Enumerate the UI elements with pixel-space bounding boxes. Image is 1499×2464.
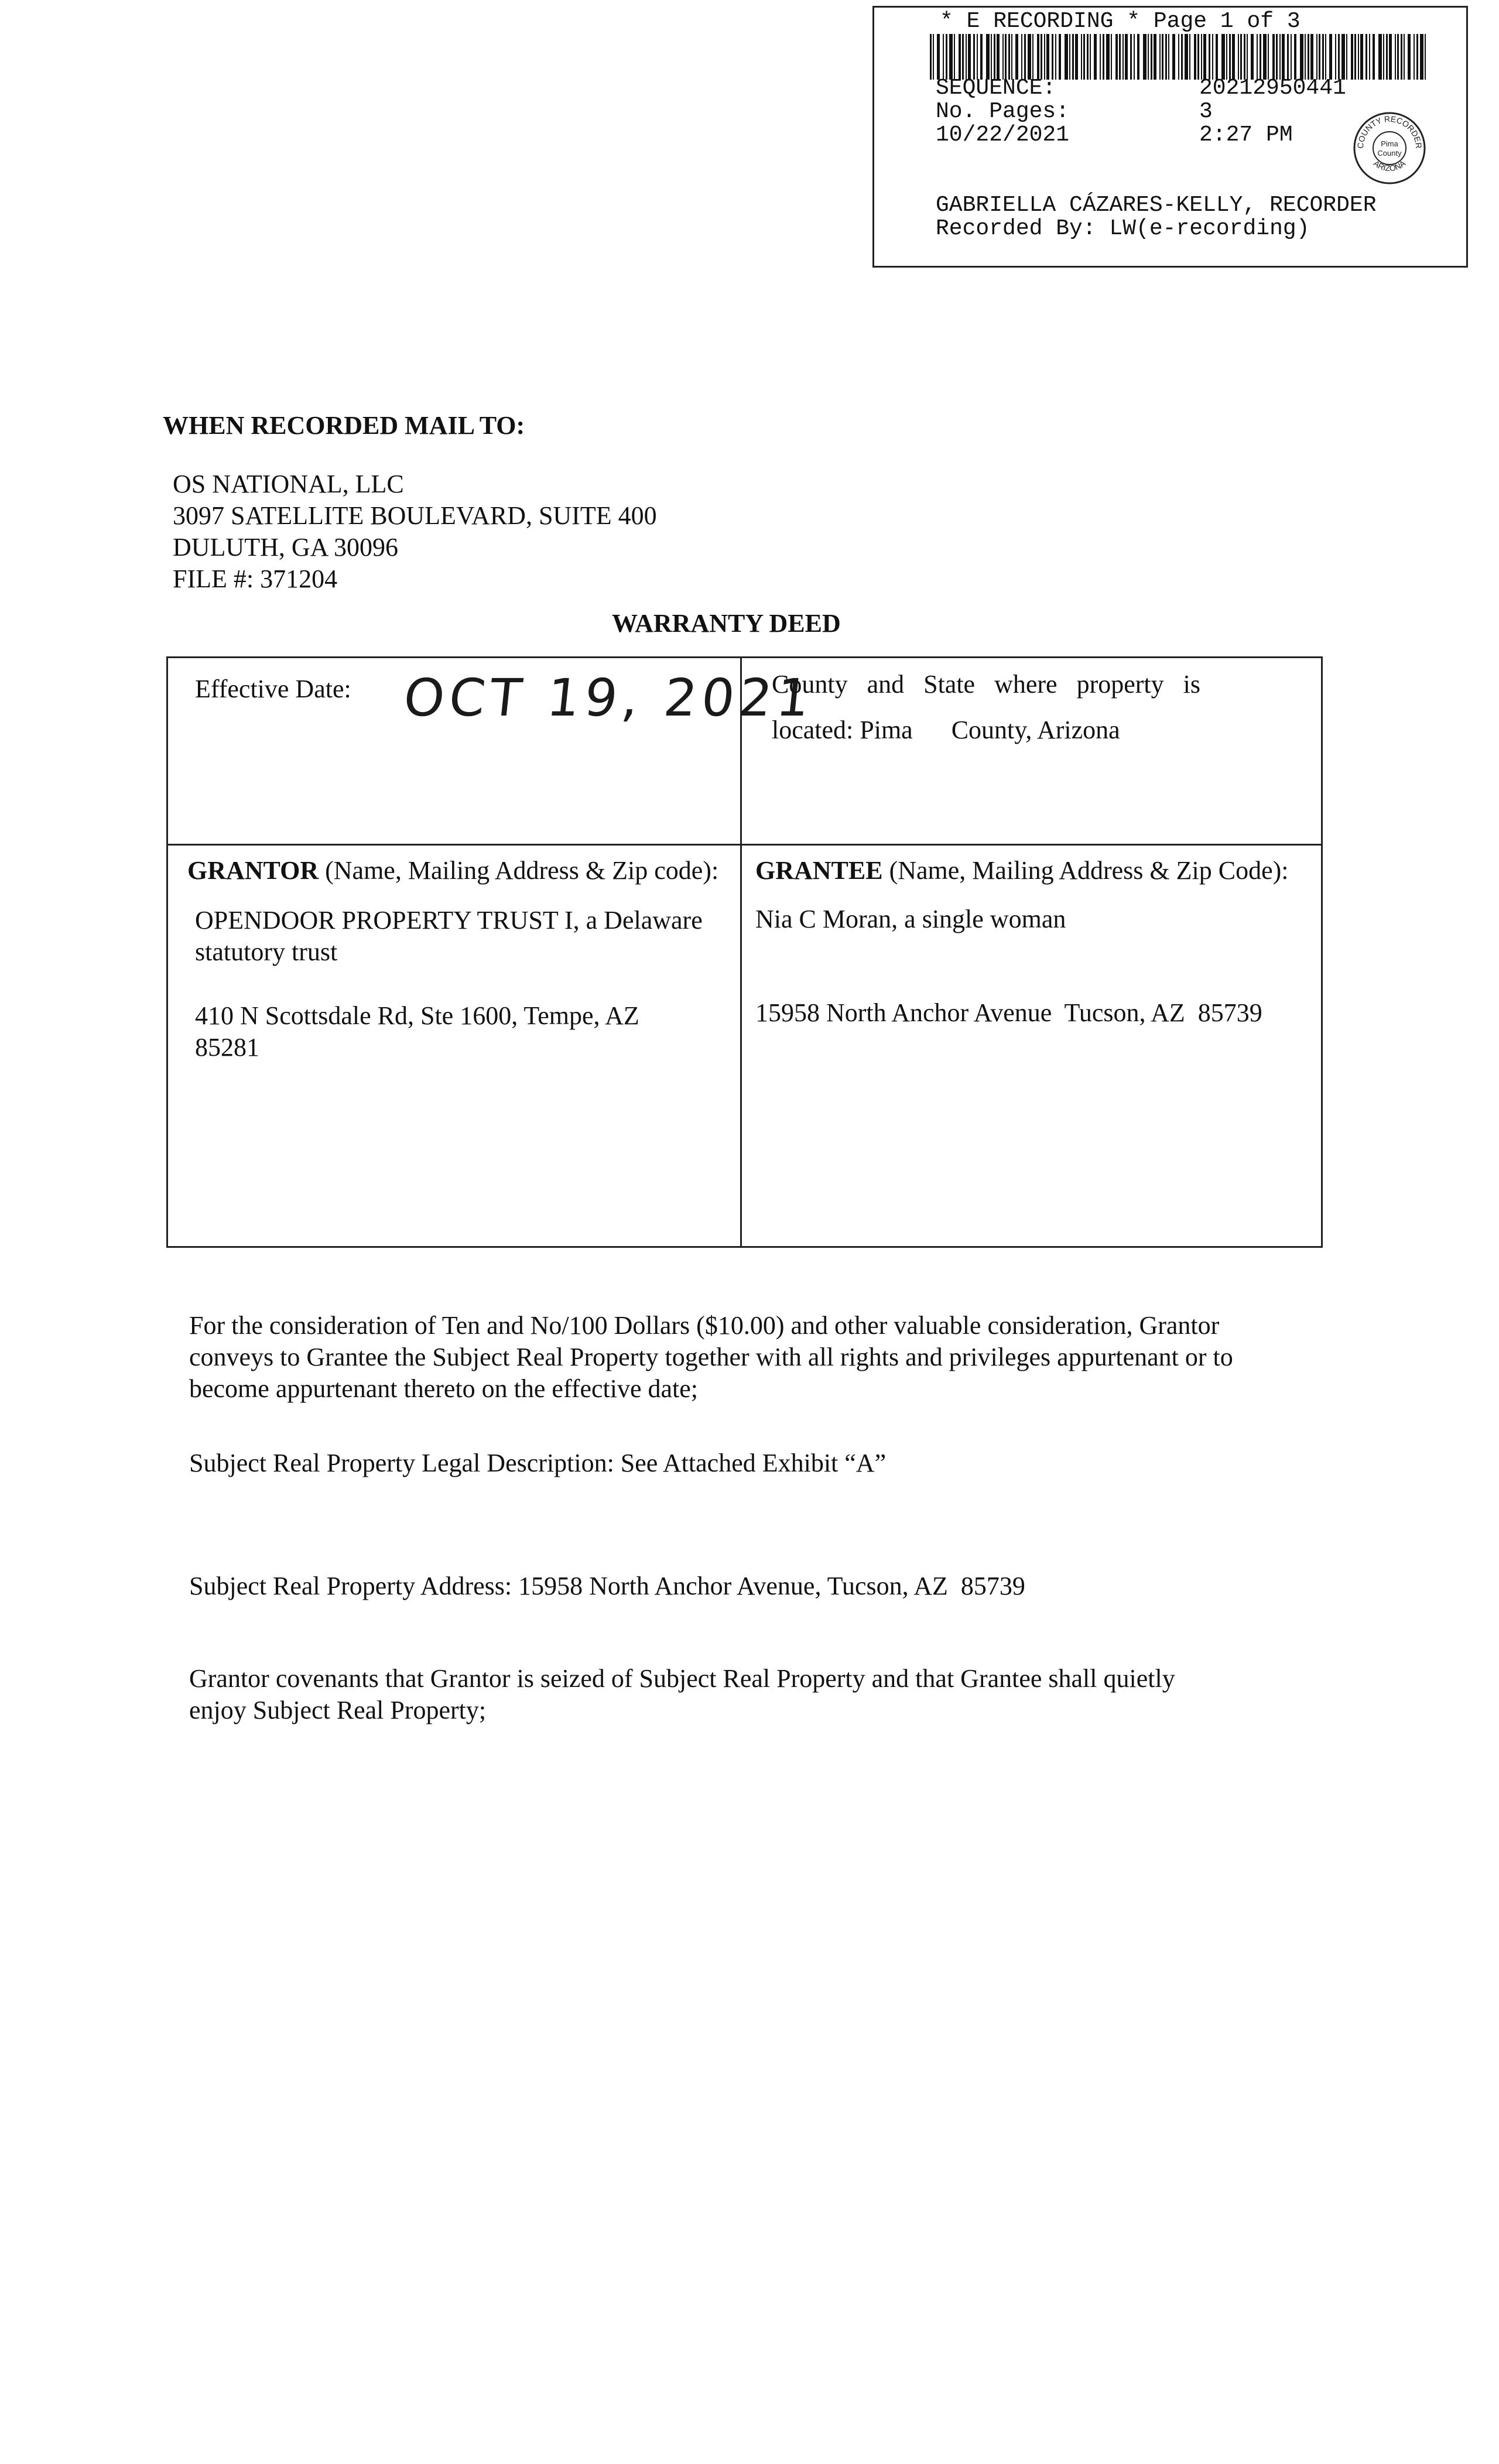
- barcode-bar: [962, 34, 964, 80]
- barcode-bar: [1032, 34, 1033, 80]
- barcode-bar: [943, 34, 944, 80]
- sequence-label: SEQUENCE:: [936, 76, 1056, 101]
- barcode-bar: [1115, 34, 1118, 80]
- barcode-bar: [1065, 34, 1068, 80]
- barcode-bar: [1100, 34, 1101, 80]
- barcode-bar: [1305, 34, 1306, 80]
- barcode-bar: [1325, 34, 1326, 80]
- barcode-bar: [1257, 34, 1258, 80]
- barcode-bar: [1401, 34, 1402, 80]
- grantor-heading-rest: (Name, Mailing Address & Zip code):: [319, 856, 719, 885]
- barcode-bar: [1185, 34, 1188, 80]
- barcode-bar: [1397, 34, 1399, 80]
- barcode-bar: [1404, 34, 1405, 80]
- grantor-heading: [187, 855, 718, 887]
- barcode-bar: [1111, 34, 1112, 80]
- barcode-bar: [980, 34, 983, 80]
- mail-to-line-1: OS NATIONAL, LLC: [173, 470, 404, 498]
- barcode-bar: [1319, 34, 1320, 80]
- barcode-bar: [1282, 34, 1285, 80]
- recording-date: 10/22/2021: [936, 122, 1070, 148]
- barcode-bar: [977, 34, 978, 80]
- barcode-bar: [1075, 34, 1078, 80]
- barcode-bar: [1059, 34, 1061, 80]
- barcode-bar: [1369, 34, 1370, 80]
- barcode-bar: [1416, 34, 1418, 80]
- barcode-bar: [949, 34, 953, 80]
- barcode-bar: [1178, 34, 1179, 80]
- barcode-bar: [1122, 34, 1124, 80]
- barcode-bar: [1294, 34, 1296, 80]
- barcode-bar: [1090, 34, 1091, 80]
- barcode-bar: [1373, 34, 1375, 80]
- recording-time: 2:27 PM: [1199, 122, 1293, 148]
- barcode-bar: [1137, 34, 1139, 80]
- barcode-bar: [1087, 34, 1089, 80]
- barcode-bar: [1287, 34, 1289, 80]
- barcode-bar: [1106, 34, 1110, 80]
- barcode-bar: [1238, 34, 1239, 80]
- barcode-bar: [1037, 34, 1039, 80]
- barcode-bar: [1165, 34, 1167, 80]
- barcode-bar: [1386, 34, 1388, 80]
- mail-to-heading: WHEN RECORDED MAIL TO:: [163, 411, 525, 440]
- barcode-bar: [1291, 34, 1292, 80]
- barcode-bar: [1395, 34, 1396, 80]
- sequence-value: 20212950441: [1199, 76, 1346, 101]
- grantor-name-line1: OPENDOOR PROPERTY TRUST I, a Delaware: [195, 906, 703, 935]
- barcode-bar: [1015, 34, 1018, 80]
- barcode-bar: [1011, 34, 1012, 80]
- consideration-line3: become appurtenant thereto on the effective date;: [189, 1374, 698, 1403]
- consideration-line2: conveys to Grantee the Subject Real Property together with all rights and privileges appurtenant or to: [189, 1343, 1233, 1371]
- barcode-bar: [1130, 34, 1132, 80]
- barcode-bar: [1338, 34, 1340, 80]
- barcode-bar: [1272, 34, 1275, 80]
- effective-date-label: Effective Date:: [195, 675, 351, 703]
- county-state-line2: located: Pima County, Arizona: [772, 716, 1120, 744]
- pages-value: 3: [1199, 99, 1213, 124]
- deed-table: [166, 656, 1323, 1248]
- barcode-bar: [1360, 34, 1363, 80]
- barcode-bar: [1263, 34, 1267, 80]
- barcode-bar: [1260, 34, 1261, 80]
- barcode-bar: [1209, 34, 1210, 80]
- barcode-bar: [1203, 34, 1206, 80]
- barcode-bar: [1351, 34, 1353, 80]
- barcode-bar: [968, 34, 971, 80]
- grantor-address-line1: 410 N Scottsdale Rd, Ste 1600, Tempe, AZ: [195, 1001, 639, 1030]
- barcode-bar: [1346, 34, 1347, 80]
- mail-to-line-3: DULUTH, GA 30096: [173, 533, 398, 562]
- barcode-bar: [994, 34, 995, 80]
- grantee-heading-rest: (Name, Mailing Address & Zip Code):: [882, 856, 1289, 885]
- barcode-bar: [1044, 34, 1045, 80]
- grantor-address-line2: 85281: [195, 1033, 259, 1062]
- effective-date-handwritten: OCT 19, 2021: [401, 668, 817, 728]
- barcode-bar: [1389, 34, 1392, 80]
- barcode-bar: [1358, 34, 1359, 80]
- barcode-bar: [1021, 34, 1022, 80]
- grantor-name-line2: statutory trust: [195, 937, 338, 966]
- barcode-bar: [1322, 34, 1324, 80]
- barcode-bar: [1216, 34, 1218, 80]
- barcode-bar: [1197, 34, 1199, 80]
- legal-description: Subject Real Property Legal Description: See Attached Exhibit “A”: [189, 1449, 887, 1477]
- barcode-bar: [1414, 34, 1415, 80]
- barcode-bar: [1072, 34, 1074, 80]
- grantee-heading: [755, 855, 1289, 887]
- barcode-bar: [1276, 34, 1278, 80]
- barcode-bar: [1354, 34, 1356, 80]
- barcode-bar: [1151, 34, 1152, 80]
- barcode-bar: [1201, 34, 1202, 80]
- barcode-bar: [1028, 34, 1031, 80]
- covenant-line2: enjoy Subject Real Property;: [189, 1696, 487, 1724]
- barcode-bar: [1221, 34, 1225, 80]
- seal-top-text: COUNTY RECORDER: [1355, 114, 1424, 149]
- grantee-heading-bold: GRANTEE: [755, 856, 883, 885]
- recorder-name: GABRIELLA CÁZARES-KELLY, RECORDER: [936, 193, 1377, 218]
- barcode-bar: [937, 34, 940, 80]
- barcode-bar: [1181, 34, 1183, 80]
- barcode-bar: [1134, 34, 1135, 80]
- grantee-name: Nia C Moran, a single woman: [755, 905, 1066, 933]
- barcode-bar: [1103, 34, 1104, 80]
- barcode-bar: [1383, 34, 1384, 80]
- barcode-bar: [973, 34, 975, 80]
- barcode-bar: [1162, 34, 1163, 80]
- document-title: WARRANTY DEED: [612, 609, 841, 638]
- recorded-by: Recorded By: LW(e-recording): [936, 216, 1310, 241]
- barcode-bar: [1002, 34, 1004, 80]
- barcode-bar: [966, 34, 967, 80]
- barcode-bar: [1069, 34, 1070, 80]
- barcode-bar: [1310, 34, 1313, 80]
- barcode-bar: [1008, 34, 1010, 80]
- barcode-bar: [930, 34, 932, 80]
- seal-center-line2: County: [1377, 149, 1402, 158]
- barcode-bar: [1408, 34, 1411, 80]
- barcode-bar: [1244, 34, 1245, 80]
- grantor-heading-bold: GRANTOR: [187, 856, 319, 885]
- barcode-bar: [1094, 34, 1097, 80]
- barcode-bar: [1378, 34, 1382, 80]
- seal-bottom-text: ARIZONA: [1371, 158, 1408, 173]
- barcode-bar: [1240, 34, 1242, 80]
- recording-header: * E RECORDING * Page 1 of 3: [940, 9, 1300, 34]
- svg-text:ARIZONA: [1372, 158, 1408, 173]
- barcode-bar: [1226, 34, 1227, 80]
- barcode-bar: [959, 34, 961, 80]
- barcode-bar: [1159, 34, 1161, 80]
- barcode-bar: [1212, 34, 1213, 80]
- barcode-bar: [1083, 34, 1085, 80]
- barcode-bar: [1247, 34, 1248, 80]
- barcode-bar: [986, 34, 990, 80]
- barcode-bar: [1279, 34, 1281, 80]
- barcode-bar: [1365, 34, 1367, 80]
- barcode-bar: [1300, 34, 1303, 80]
- barcode-bar: [1119, 34, 1121, 80]
- barcode-bar: [1425, 34, 1426, 80]
- barcode-bar: [1251, 34, 1254, 80]
- barcode: [930, 34, 1430, 80]
- barcode-bar: [991, 34, 992, 80]
- barcode-bar: [1024, 34, 1026, 80]
- mail-to-line-2: 3097 SATELLITE BOULEVARD, SUITE 400: [173, 501, 657, 530]
- barcode-bar: [1041, 34, 1042, 80]
- recording-stamp: [872, 6, 1468, 268]
- barcode-bar: [1268, 34, 1269, 80]
- barcode-bar: [1081, 34, 1082, 80]
- pages-label: No. Pages:: [936, 99, 1070, 124]
- barcode-bar: [1329, 34, 1332, 80]
- barcode-bar: [1335, 34, 1336, 80]
- barcode-bar: [1172, 34, 1175, 80]
- barcode-bar: [1143, 34, 1147, 80]
- barcode-bar: [1229, 34, 1231, 80]
- mail-to-line-4: FILE #: 371204: [173, 564, 338, 593]
- barcode-bar: [1308, 34, 1309, 80]
- barcode-bar: [954, 34, 955, 80]
- barcode-bar: [1005, 34, 1007, 80]
- seal-center-line1: Pima: [1381, 139, 1398, 148]
- barcode-bar: [1055, 34, 1056, 80]
- barcode-bar: [997, 34, 1000, 80]
- barcode-bar: [1168, 34, 1169, 80]
- barcode-bar: [1189, 34, 1190, 80]
- barcode-bar: [1052, 34, 1053, 80]
- barcode-bar: [1232, 34, 1235, 80]
- property-address: Subject Real Property Address: 15958 North Anchor Avenue, Tucson, AZ 85739: [189, 1572, 1025, 1600]
- consideration-line1: For the consideration of Ten and No/100 Dollars ($10.00) and other valuable consideration, Grantor: [189, 1311, 1220, 1340]
- barcode-bar: [1316, 34, 1317, 80]
- barcode-bar: [1420, 34, 1423, 80]
- barcode-bar: [946, 34, 947, 80]
- county-recorder-seal: [1351, 110, 1428, 186]
- barcode-bar: [1341, 34, 1345, 80]
- barcode-bar: [1125, 34, 1128, 80]
- grantee-address: 15958 North Anchor Avenue Tucson, AZ 85739: [755, 998, 1262, 1027]
- barcode-bar: [1154, 34, 1156, 80]
- barcode-bar: [933, 34, 934, 80]
- barcode-bar: [1046, 34, 1049, 80]
- barcode-bar: [1194, 34, 1196, 80]
- county-state-line1: County and State where property is: [772, 670, 1200, 699]
- barcode-bar: [1148, 34, 1149, 80]
- covenant-line1: Grantor covenants that Grantor is seized of Subject Real Property and that Grantee shall quietly: [189, 1664, 1175, 1693]
